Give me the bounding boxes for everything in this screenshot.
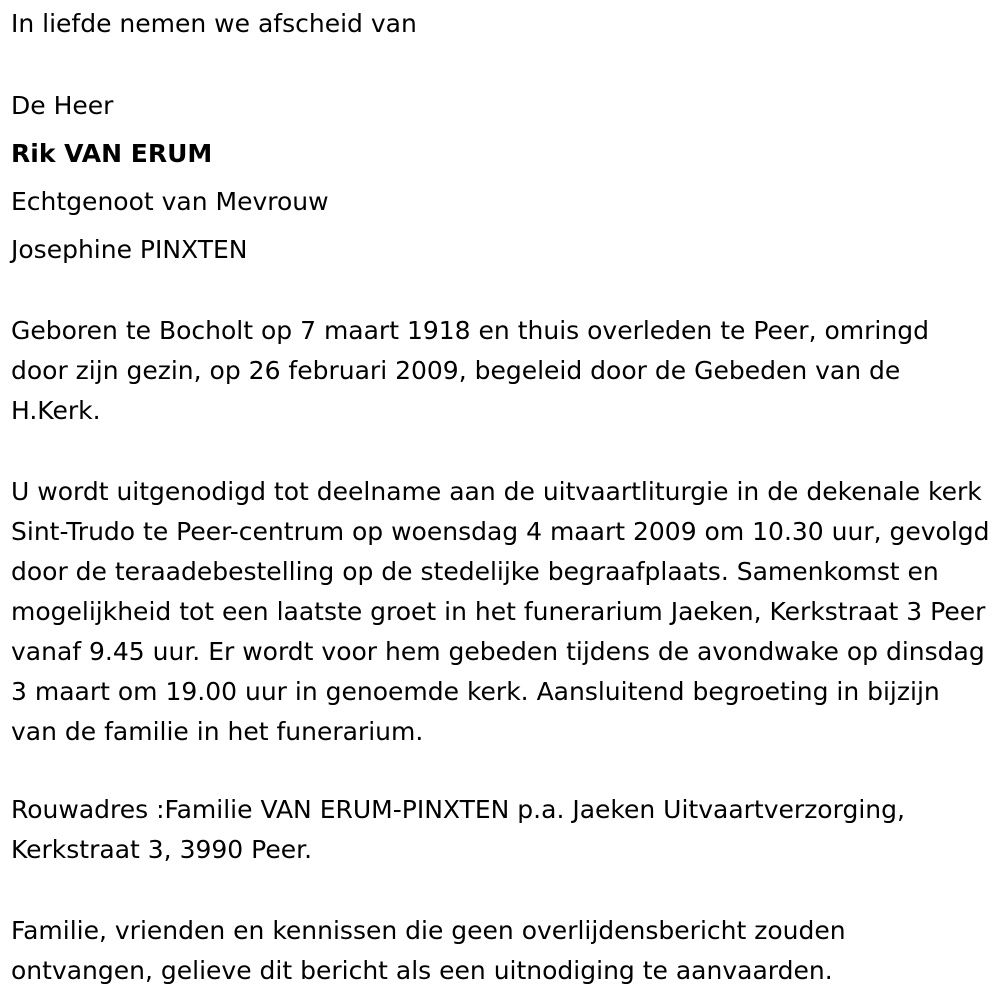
- mourning-address-paragraph: Rouwadres :Familie VAN ERUM-PINXTEN p.a. Jaeken Uitvaartverzorging, Kerkstraat 3, 3990 Peer.: [11, 795, 905, 864]
- spouse-label: Echtgenoot van Mevrouw: [11, 187, 329, 216]
- deceased-name: Rik VAN ERUM: [11, 139, 213, 168]
- honorific: De Heer: [11, 91, 114, 120]
- birth-death-paragraph: Geboren te Bocholt op 7 maart 1918 en thuis overleden te Peer, omringd door zijn gezin, op 26 februari 2009, begeleid door de Gebeden van de H.Kerk.: [11, 316, 929, 425]
- closing-paragraph: Familie, vrienden en kennissen die geen overlijdensbericht zouden ontvangen, gelieve dit bericht als een uitnodiging te aanvaarden.: [11, 916, 846, 985]
- spouse-name: Josephine PINXTEN: [11, 235, 248, 264]
- intro-text: In liefde nemen we afscheid van: [11, 9, 417, 38]
- funeral-service-paragraph: U wordt uitgenodigd tot deelname aan de uitvaartliturgie in de dekenale kerk Sint-Trudo te Peer-centrum op woensdag 4 maart 2009 om 10.30 uur, gevolgd door de teraadebestelling op de stedelijke begraafplaats. Samenkomst en mogelijkheid tot een laatste groet in het funerarium Jaeken, Kerkstraat 3 Peer vanaf 9.45 uur. Er wordt voor hem gebeden tijdens de avondwake op dinsdag 3 maart om 19.00 uur in genoemde kerk. Aansluitend begroeting in bijzijn van de familie in het funerarium.: [11, 477, 990, 746]
